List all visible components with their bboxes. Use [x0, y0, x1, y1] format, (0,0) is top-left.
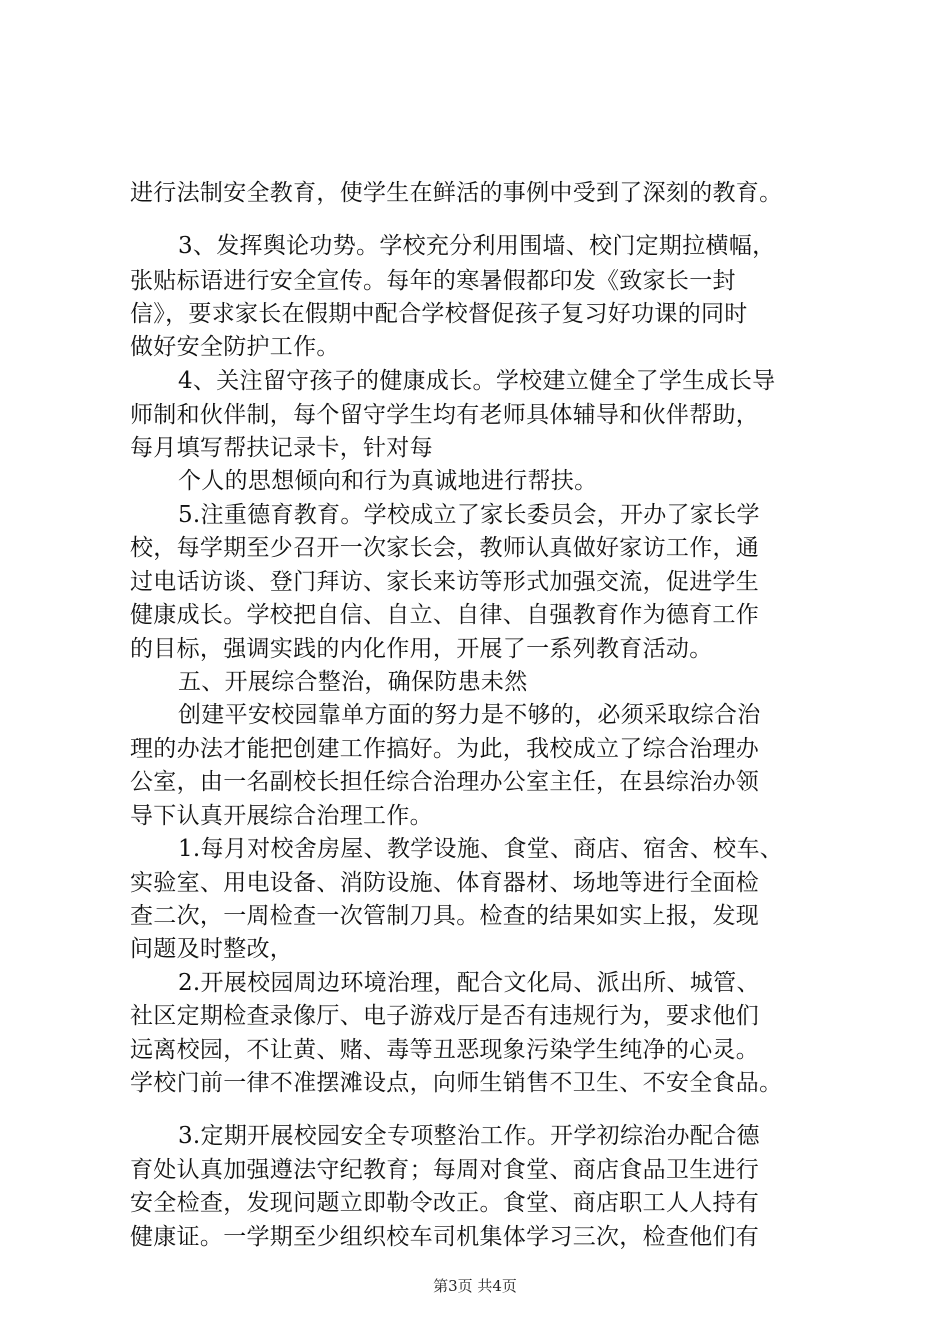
text-line: 导下认真开展综合治理工作。: [130, 803, 433, 829]
text-line: 理的办法才能把创建工作搞好。为此，我校成立了综合治理办: [130, 736, 760, 762]
text-line: 实验室、用电设备、消防设施、体育器材、场地等进行全面检: [130, 870, 760, 896]
text-line: 健康证。一学期至少组织校车司机集体学习三次，检查他们有: [130, 1224, 760, 1250]
text-line: 创建平安校园靠单方面的努力是不够的，必须采取综合治: [178, 702, 761, 728]
text-line: 育处认真加强遵法守纪教育；每周对食堂、商店食品卫生进行: [130, 1157, 760, 1183]
text-line: 每月填写帮扶记录卡，针对每: [130, 435, 433, 461]
text-line: 5.注重德育教育。学校成立了家长委员会，开办了家长学: [178, 502, 760, 528]
text-line: 个人的思想倾向和行为真诚地进行帮扶。: [178, 468, 598, 494]
section-heading: 五、开展综合整治，确保防患未然: [178, 669, 528, 695]
text-line: 进行法制安全教育，使学生在鲜活的事例中受到了深刻的教育。: [130, 180, 783, 206]
text-line: 1.每月对校舍房屋、教学设施、食堂、商店、宿舍、校车、: [178, 836, 784, 862]
text-line: 社区定期检查录像厅、电子游戏厅是否有违规行为，要求他们: [130, 1003, 760, 1029]
text-line: 4、关注留守孩子的健康成长。学校建立健全了学生成长导: [178, 368, 776, 394]
text-line: 2.开展校园周边环境治理，配合文化局、派出所、城管、: [178, 970, 760, 996]
text-line: 安全检查，发现问题立即勒令改正。食堂、商店职工人人持有: [130, 1190, 760, 1216]
text-line: 3、发挥舆论功势。学校充分利用围墙、校门定期拉横幅，: [178, 233, 776, 259]
text-line: 健康成长。学校把自信、自立、自律、自强教育作为德育工作: [130, 602, 760, 628]
text-line: 远离校园，不让黄、赌、毒等丑恶现象污染学生纯净的心灵。: [130, 1037, 760, 1063]
text-line: 的目标，强调实践的内化作用，开展了一系列教育活动。: [130, 636, 713, 662]
text-line: 师制和伙伴制，每个留守学生均有老师具体辅导和伙伴帮助，: [130, 402, 760, 428]
text-line: 公室，由一名副校长担任综合治理办公室主任，在县综治办领: [130, 769, 760, 795]
text-line: 做好安全防护工作。: [130, 334, 340, 360]
text-line: 学校门前一律不准摆滩设点，向师生销售不卫生、不安全食品。: [130, 1070, 783, 1096]
text-line: 查二次，一周检查一次管制刀具。检查的结果如实上报，发现: [130, 903, 760, 929]
page-number-footer: 第3页 共4页: [433, 1277, 517, 1295]
text-line: 3.定期开展校园安全专项整治工作。开学初综治办配合德: [178, 1123, 760, 1149]
text-line: 信》，要求家长在假期中配合学校督促孩子复习好功课的同时: [130, 301, 748, 327]
text-line: 张贴标语进行安全宣传。每年的寒暑假都印发《致家长一封: [130, 268, 736, 294]
text-line: 校，每学期至少召开一次家长会，教师认真做好家访工作，通: [130, 535, 760, 561]
text-line: 问题及时整改，: [130, 936, 294, 962]
text-line: 过电话访谈、登门拜访、家长来访等形式加强交流，促进学生: [130, 569, 760, 595]
